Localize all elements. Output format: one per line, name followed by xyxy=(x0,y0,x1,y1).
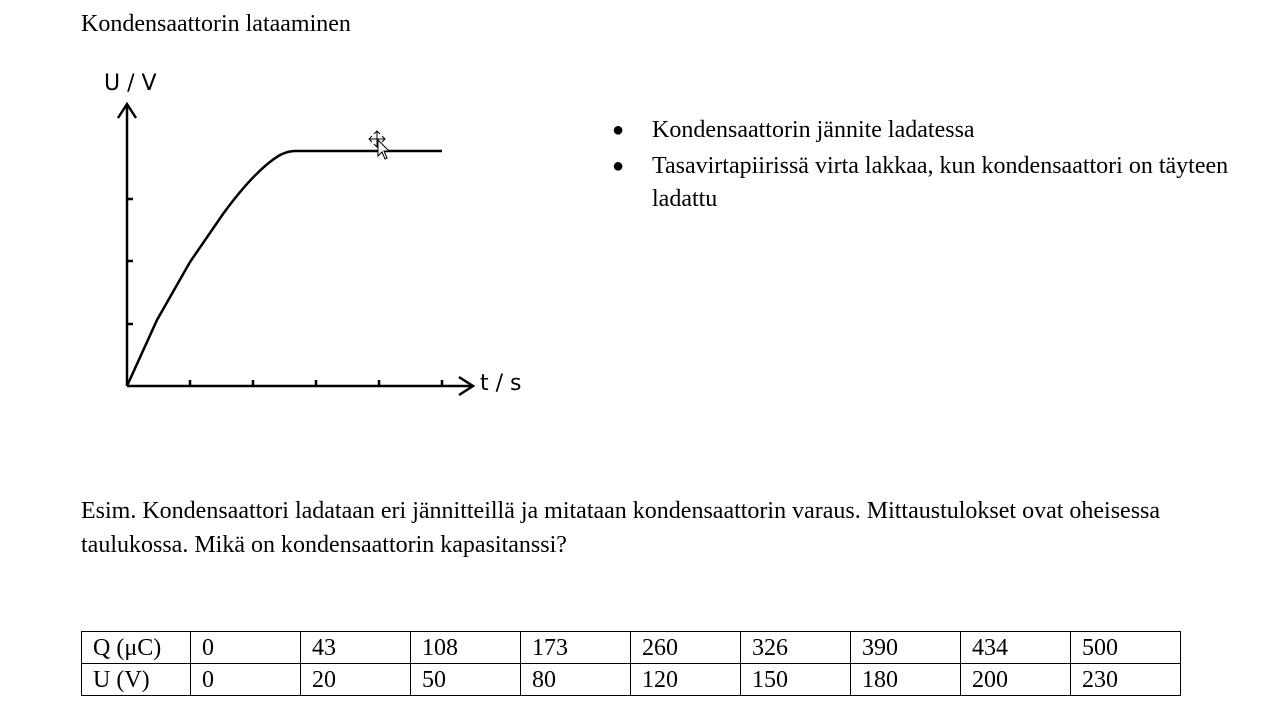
move-cursor-icon xyxy=(368,130,392,160)
table-cell: 108 xyxy=(411,632,521,664)
table-cell: 500 xyxy=(1071,632,1181,664)
table-cell: 173 xyxy=(521,632,631,664)
bullet-list xyxy=(612,114,1232,219)
table-cell: 0 xyxy=(191,632,301,664)
table-cell: 0 xyxy=(191,664,301,696)
table-cell: 434 xyxy=(961,632,1071,664)
table-cell: 50 xyxy=(411,664,521,696)
example-text: Esim. Kondensaattori ladataan eri jännitteillä ja mitataan kondensaattorin varaus. Mittaustulokset ovat oheisessa taulukossa. Mikä on kondensaattorin kapasitanssi? xyxy=(81,498,1161,558)
table-cell: 43 xyxy=(301,632,411,664)
table-cell: 230 xyxy=(1071,664,1181,696)
table-cell: 80 xyxy=(521,664,631,696)
table-row xyxy=(82,664,1181,696)
voltage-curve xyxy=(127,151,442,386)
bullet-item xyxy=(612,114,1232,147)
bullet-text: Kondensaattorin jännite ladatessa xyxy=(652,117,975,143)
table-cell: 326 xyxy=(741,632,851,664)
bullet-item xyxy=(612,150,1232,216)
table-cell: 20 xyxy=(301,664,411,696)
capacitor-charging-graph xyxy=(95,62,535,407)
row-header: U (V) xyxy=(82,664,191,696)
table-cell: 260 xyxy=(631,632,741,664)
measurement-table xyxy=(81,631,1181,696)
table-cell: 390 xyxy=(851,632,961,664)
table-cell: 180 xyxy=(851,664,961,696)
bullet-text: Tasavirtapiirissä virta lakkaa, kun kondensaattori on täyteen ladattu xyxy=(652,153,1229,212)
y-axis-label: U / V xyxy=(104,71,157,96)
row-header: Q (μC) xyxy=(82,632,191,664)
x-axis-label: t / s xyxy=(480,371,522,396)
table-cell: 150 xyxy=(741,664,851,696)
page-title: Kondensaattorin lataaminen xyxy=(81,11,351,37)
bullet-dot: ● xyxy=(612,119,625,141)
table-row xyxy=(82,632,1181,664)
bullet-dot: ● xyxy=(612,155,625,177)
table-cell: 200 xyxy=(961,664,1071,696)
table-cell: 120 xyxy=(631,664,741,696)
